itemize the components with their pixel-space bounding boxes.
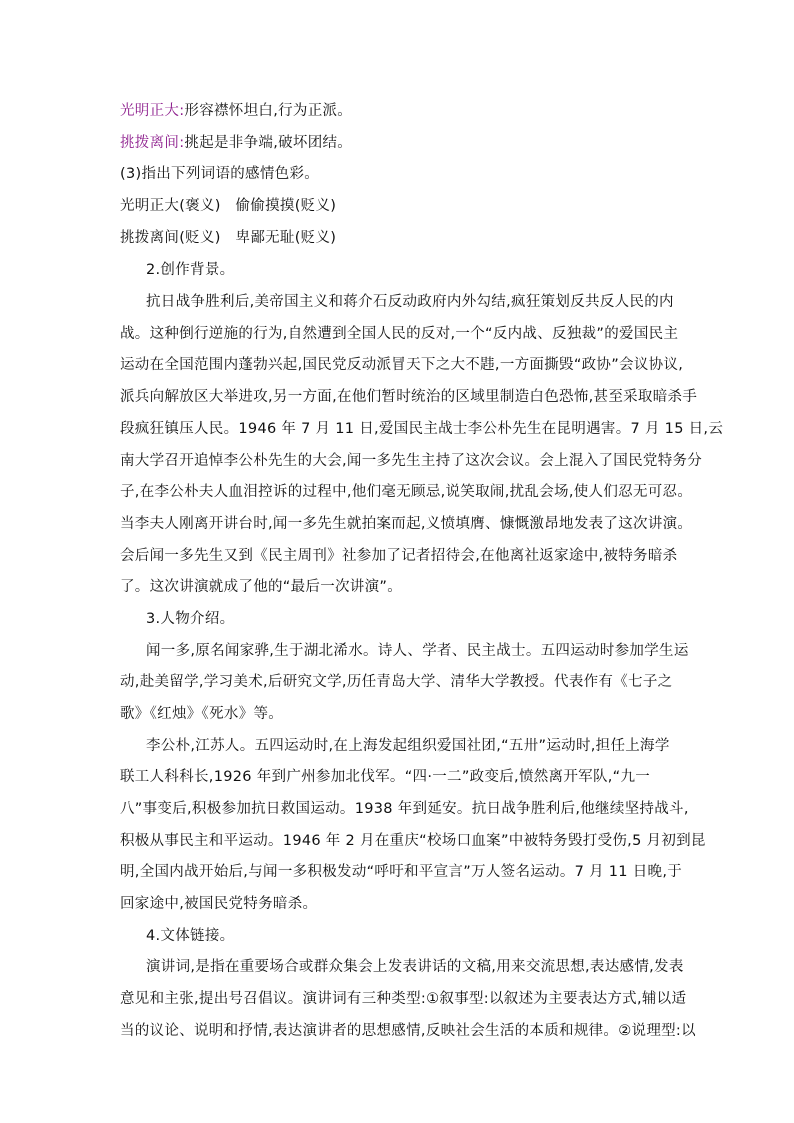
paragraph-line: 联工人科科长,1926 年到广州参加北伐军。“四·一二”政变后,愤然离开军队,“九一 <box>120 769 651 785</box>
term-label: 光明正大: <box>120 103 185 119</box>
paragraph-line: 当李夫人刚离开讲台时,闻一多先生就拍案而起,义愤填膺、慷慨激昂地发表了这次讲演。 <box>120 516 693 532</box>
paragraph-line: 意见和主张,提出号召倡议。演讲词有三种类型:①叙事型:以叙述为主要表达方式,辅以适 <box>120 991 687 1007</box>
section-2-title: 2.创作背景。 <box>146 262 235 278</box>
term-definition: 形容襟怀坦白,行为正派。 <box>184 103 353 119</box>
paragraph-line: 演讲词,是指在重要场合或群众集会上发表讲话的文稿,用来交流思想,表达感情,发表 <box>146 959 684 975</box>
paragraph-line: 战。这种倒行逆施的行为,自然遭到全国人民的反对,一个“反内战、反独裁”的爱国民主 <box>120 326 679 342</box>
paragraph-line: 段疯狂镇压人民。1946 年 7 月 11 日,爱国民主战士李公朴先生在昆明遇害。7 月 15 日,云 <box>120 421 724 437</box>
paragraph-line: 派兵向解放区大举进攻,另一方面,在他们暂时统治的区域里制造白色恐怖,甚至采取暗杀手 <box>120 389 698 405</box>
paragraph-line: 明,全国内战开始后,与闻一多积极发动“呼吁和平宣言”万人签名运动。7 月 11 日晚,于 <box>120 864 683 880</box>
term-line-1 <box>120 101 680 121</box>
term-line-2 <box>120 133 680 153</box>
term-definition: 挑起是非争端,破坏团结。 <box>184 135 353 151</box>
paragraph-line: 当的议论、说明和抒情,表达演讲者的思想感情,反映社会生活的本质和规律。②说理型:以 <box>120 1023 696 1039</box>
section-4-title: 4.文体链接。 <box>146 928 235 944</box>
paragraph-line: 李公朴,江苏人。五四运动时,在上海发起组织爱国社团,“五卅”运动时,担任上海学 <box>146 738 670 754</box>
paragraph-line: 运动在全国范围内蓬勃兴起,国民党反动派冒天下之大不韪,一方面撕毁“政协”会议协议, <box>120 357 684 373</box>
paragraph-line: 子,在李公朴夫人血泪控诉的过程中,他们毫无顾忌,说笑取闹,扰乱会场,使人们忍无可忍。 <box>120 484 693 500</box>
paragraph-line: 了。这次讲演就成了他的“最后一次讲演”。 <box>120 579 403 595</box>
section-3-title: 3.人物介绍。 <box>146 611 235 627</box>
paragraph-line: 抗日战争胜利后,美帝国主义和蒋介石反动政府内外勾结,疯狂策划反共反人民的内 <box>146 294 674 310</box>
paragraph-line: 歌》《红烛》《死水》等。 <box>120 706 284 722</box>
paragraph-line: 八”事变后,积极参加抗日救国运动。1938 年到延安。抗日战争胜利后,他继续坚持战斗, <box>120 801 689 817</box>
paragraph-line: 回家途中,被国民党特务暗杀。 <box>120 896 318 912</box>
paragraph-line: 南大学召开追悼李公朴先生的大会,闻一多先生主持了这次会议。会上混入了国民党特务分 <box>120 453 703 469</box>
paragraph-line: 动,赴美留学,学习美术,后研究文学,历任青岛大学、清华大学教授。代表作有《七子之 <box>120 674 673 690</box>
question-3-row-2: 挑拨离间(贬义) 卑鄙无耻(贬义) <box>120 230 337 246</box>
term-label: 挑拨离间: <box>120 135 185 151</box>
question-3-title: (3)指出下列词语的感情色彩。 <box>120 166 320 182</box>
paragraph-line: 闻一多,原名闻家骅,生于湖北浠水。诗人、学者、民主战士。五四运动时参加学生运 <box>146 643 689 659</box>
paragraph-line: 会后闻一多先生又到《民主周刊》社参加了记者招待会,在他离社返家途中,被特务暗杀 <box>120 548 678 564</box>
question-3-row-1: 光明正大(褒义) 偷偷摸摸(贬义) <box>120 198 337 214</box>
paragraph-line: 积极从事民主和平运动。1946 年 2 月在重庆“校场口血案”中被特务毁打受伤,5 月初到昆 <box>120 833 706 849</box>
